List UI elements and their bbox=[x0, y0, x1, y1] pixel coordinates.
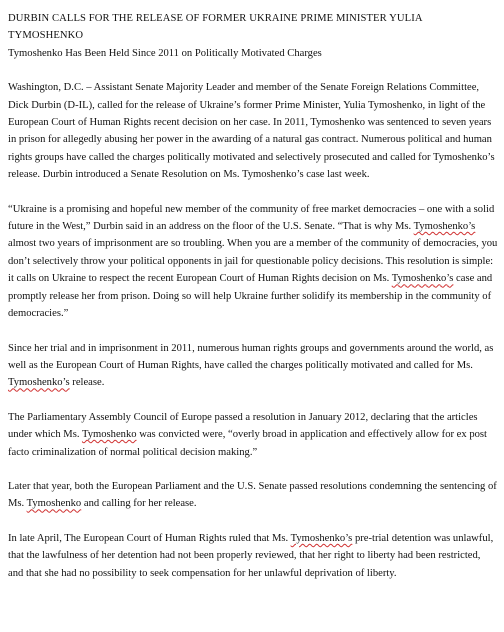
spellcheck-word: Tymoshenko’s bbox=[413, 221, 476, 233]
paragraph-council-of-europe: The Parliamentary Assembly Council of Europe passed a resolution in January 2012, declaring that the articles under which Ms. Tymoshenko was convicted were, “overly broad in application and effectively allow for ex post facto criminalization of normal political decision making.” bbox=[8, 411, 487, 458]
paragraph-trial: Since her trial and in imprisonment in 2011, numerous human rights groups and governments around the world, as well as the European Court of Human Rights, have called the charges politically motivated and called for Ms. Tymoshenko’s release. bbox=[8, 342, 494, 389]
paragraph-court-ruling: In late April, The European Court of Human Rights ruled that Ms. Tymoshenko’s pre-trial detention was unlawful, that the lawfulness of her detention had not been properly reviewed, that her right to liberty had been restricted, and that she had no possibility to seek compensation for her unlawful deprivation of liberty. bbox=[8, 532, 494, 579]
paragraph-intro: Washington, D.C. – Assistant Senate Majority Leader and member of the Senate Foreign Relations Committee, Dick Durbin (D-IL), called for the release of Ukraine’s former Prime Minister, Yulia Tymoshenko, in light of the European Court of Human Rights recent decision on her case. In 2011, Tymoshenko was sentenced to seven years in prison for allegedly abusing her power in the awarding of a natural gas contract. Numerous political and human rights groups have called the charges politically motivated and selectively prosecuted and called for Tymoshenko’s release. Durbin introduced a Senate Resolution on Ms. Tymoshenko’s case last week. bbox=[8, 82, 495, 181]
spellcheck-word: Tymoshenko’s bbox=[391, 273, 454, 285]
spellcheck-word: Tymoshenko bbox=[26, 498, 82, 510]
document-subtitle: Tymoshenko Has Been Held Since 2011 on Politically Motivated Charges bbox=[8, 47, 322, 59]
document-title: DURBIN CALLS FOR THE RELEASE OF FORMER UKRAINE PRIME MINISTER YULIA TYMOSHENKO bbox=[8, 13, 422, 42]
paragraph-resolutions: Later that year, both the European Parliament and the U.S. Senate passed resolutions condemning the sentencing of Ms. Tymoshenko and calling for her release. bbox=[8, 480, 497, 510]
press-release-document bbox=[8, 10, 498, 599]
paragraph-quote: “Ukraine is a promising and hopeful new member of the community of free market democracies – one with a solid future in the West,” Durbin said in an address on the floor of the U.S. Senate. “That is why Ms. Tymoshenko’s almost two years of imprisonment are so troubling. When you are a member of the community of democracies, you don’t selectively throw your political opponents in jail for questionable policy decisions. This resolution is simple: it calls on Ukraine to respect the recent European Court of Human Rights decision on Ms. Tymoshenko’s case and promptly release her from prison. Doing so will help Ukraine further solidify its membership in the community of democracies.” bbox=[8, 203, 498, 320]
spellcheck-word: Tymoshenko’s bbox=[8, 377, 70, 389]
spellcheck-word: Tymoshenko bbox=[81, 429, 137, 441]
spellcheck-word: Tymoshenko’s bbox=[290, 532, 353, 544]
